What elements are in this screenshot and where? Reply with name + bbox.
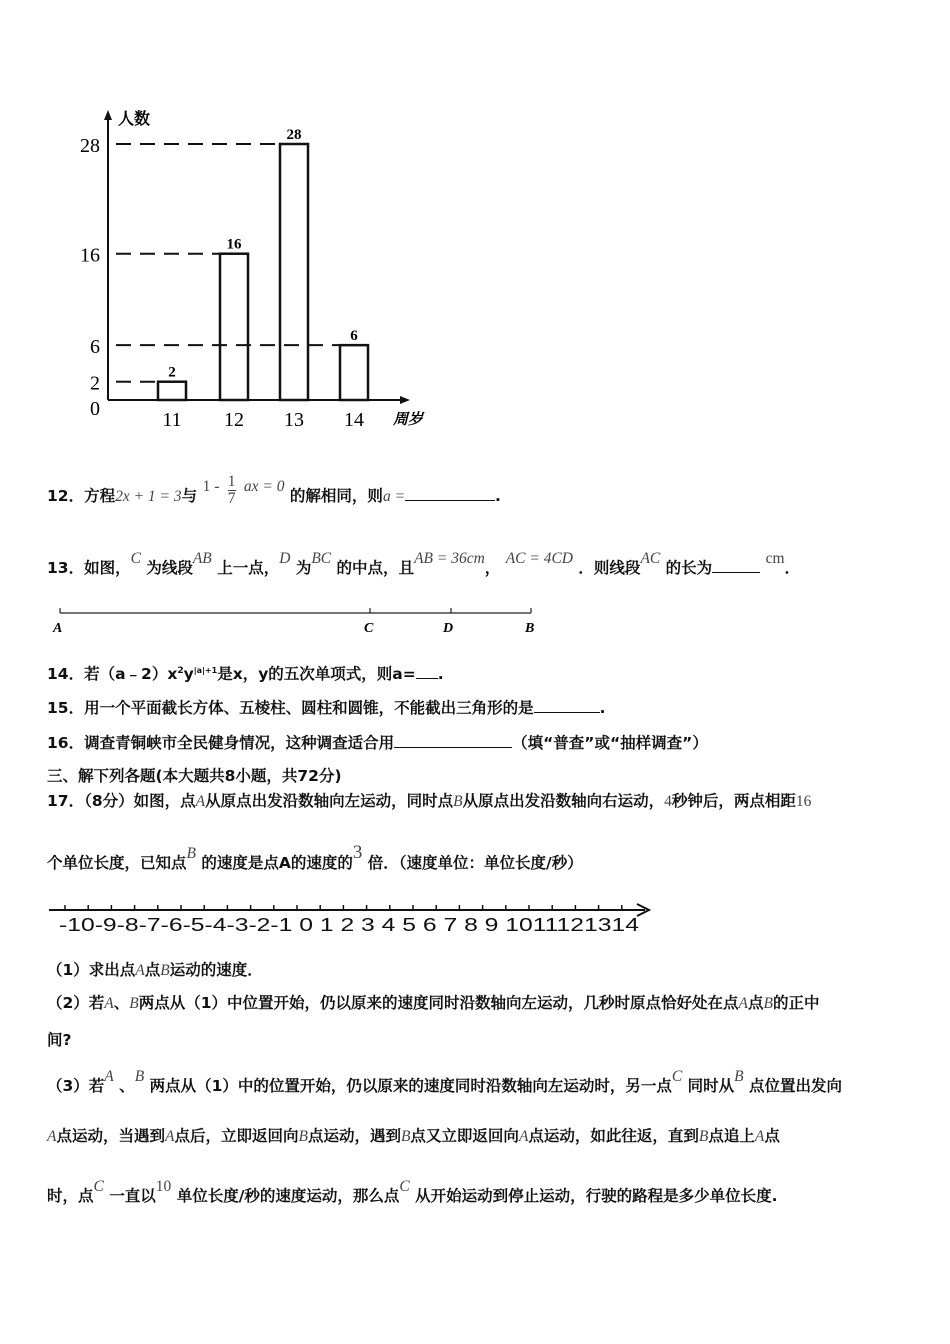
- section-3-title: 三、解下列各题(本大题共8小题，共72分): [47, 767, 342, 785]
- segment-figure: [50, 600, 550, 640]
- y-tick-label: 16: [80, 244, 100, 267]
- x-tick-label: 13: [284, 409, 304, 431]
- question-12: 12．方程2x + 1 = 3与 1 - $\frac{1}{7}$ ax = 0 的解相同，则a = .: [47, 473, 501, 507]
- bar-12: [220, 254, 248, 400]
- data-label: 6: [350, 328, 358, 345]
- question-17-part-3-line-2: A点运动，当遇到A点后，立即返回向B点运动，遇到B点又立即返回向A点运动，如此往返，直到B点追上A点: [47, 1127, 780, 1145]
- question-17-line-1: 17．（8分）如图，点A从原点出发沿数轴向左运动，同时点B从原点出发沿数轴向右运动，4秒钟后，两点相距16: [47, 792, 812, 810]
- equation-1: 2x + 1 = 3: [115, 488, 182, 505]
- x-axis-title: 周岁: [393, 412, 424, 428]
- x-axis-arrow: [400, 396, 410, 404]
- answer-blank-12[interactable]: [405, 486, 495, 501]
- x-tick-label: 14: [344, 409, 364, 431]
- data-label: 28: [286, 127, 302, 143]
- bar-11: [158, 382, 186, 400]
- question-17-line-2: 个单位长度，已知点B 的速度是点A的速度的3 倍．（速度单位：单位长度/秒）: [47, 842, 583, 872]
- fraction: $\frac{1}{7}$: [227, 473, 236, 507]
- question-16: 16．调查青铜峡市全民健身情况，这种调查适合用 （填“普查”或“抽样调查”）: [47, 734, 708, 752]
- point-b-label: B: [525, 621, 535, 636]
- equation-2-left: 1 -: [202, 478, 220, 495]
- question-14: 14．若$(a﹣2)x^2y^{|a|+1}$是x，y的五次单项式，则a= .: [47, 665, 444, 683]
- x-tick-label: 12: [224, 409, 244, 431]
- y-tick-label: 6: [90, 336, 100, 359]
- question-17-part-2-cont: 间?: [47, 1031, 72, 1049]
- question-17-part-2: （2）若A、B两点从（1）中位置开始，仍以原来的速度同时沿数轴向左运动，几秒时原点恰好处在点A点B的正中: [47, 994, 820, 1012]
- question-15: 15．用一个平面截长方体、五棱柱、圆柱和圆锥，不能截出三角形的是 .: [47, 699, 606, 717]
- bar-chart: [60, 100, 460, 440]
- answer-blank-13[interactable]: [712, 558, 760, 573]
- y-tick-label: 2: [90, 372, 100, 395]
- bar-14: [340, 345, 368, 400]
- question-17-part-3-line-1: （3）若A 、B 两点从（1）中的位置开始，仍以原来的速度同时沿数轴向左运动时，另一点C 同时从B 点位置出发向: [47, 1068, 843, 1095]
- y-tick-label: 0: [90, 398, 100, 420]
- answer-blank-15[interactable]: [534, 698, 600, 713]
- question-13: 13．如图，C 为线段AB 上一点，D 为BC 的中点，且AB = 36cm， AC = 4CD ．则线段AC 的长为 cm．: [47, 550, 801, 577]
- number-line: [45, 895, 660, 939]
- data-label: 16: [226, 236, 242, 253]
- data-label: 2: [168, 364, 176, 381]
- equation-2-right: ax = 0: [243, 478, 285, 495]
- question-17-part-1: （1）求出点A点B运动的速度．: [47, 961, 263, 979]
- point-a-label: A: [53, 621, 63, 636]
- y-axis-title: 人数: [118, 111, 151, 128]
- bar-13: [280, 144, 308, 400]
- answer-blank-14[interactable]: [416, 664, 438, 679]
- point-c-label: C: [364, 621, 374, 636]
- y-tick-label: 28: [80, 135, 100, 157]
- number-line-labels: -10-9-8-7-6-5-4-3-2-1 0 1 2 3 4 5 6 7 8 9 1011121314: [59, 914, 639, 935]
- point-d-label: D: [443, 621, 454, 636]
- y-axis-arrow: [104, 110, 112, 120]
- answer-blank-16[interactable]: [394, 733, 512, 748]
- x-tick-label: 11: [162, 409, 182, 431]
- question-17-part-3-line-3: 时，点C 一直以10 单位长度/秒的速度运动，那么点C 从开始运动到停止运动，行驶的路程是多少单位长度.: [47, 1178, 778, 1205]
